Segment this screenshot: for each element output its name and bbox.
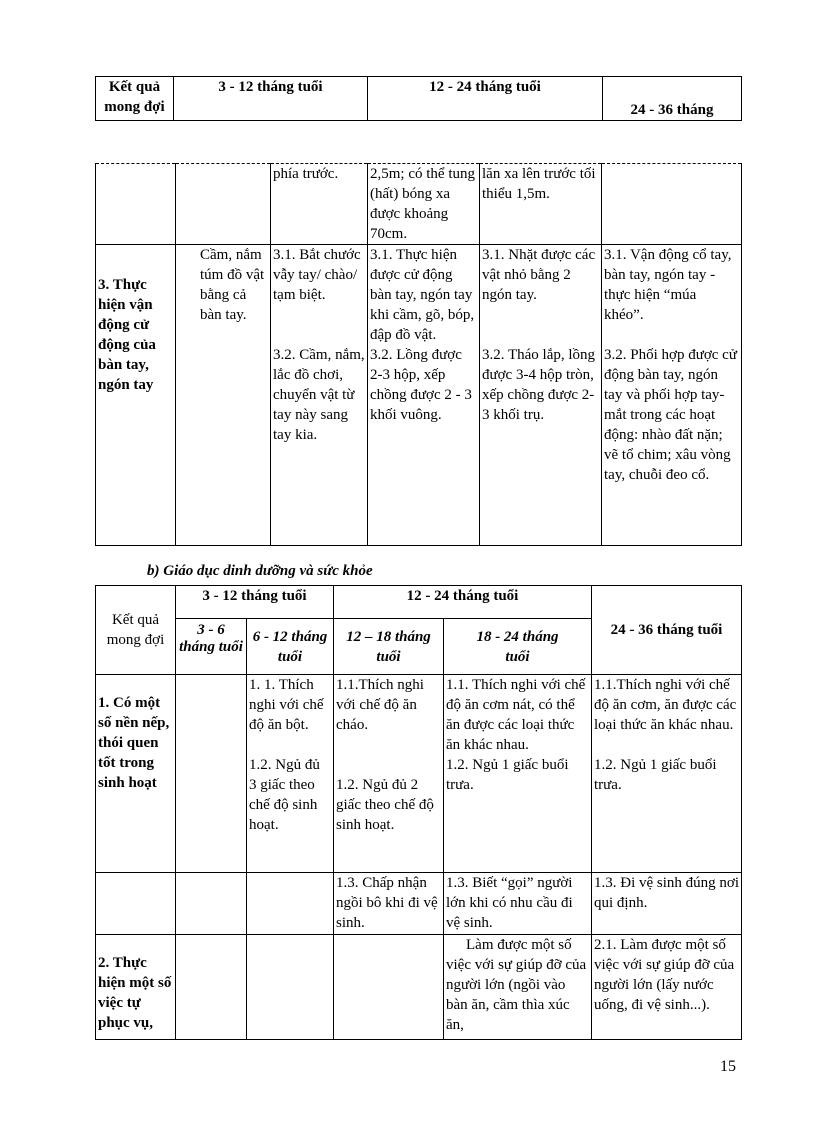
nutrition-row-1 [96,675,742,873]
nutrition-row-1-c5-item1: 1.1. Thích nghi với chế độ ăn cơm nát, có thể ăn được các loại thức ăn khác nhau. [446,677,586,753]
nutrition-head-24-36: 24 - 36 tháng tuổi [592,586,742,675]
nutrition-row-1-cont-c4: 1.3. Chấp nhận ngồi bô khi đi vệ sinh. [334,873,444,935]
header-age-3-12: 3 - 12 tháng tuổi [174,77,368,121]
nutrition-row-1-title: 1. Có một số nền nếp, thói quen tốt trong sinh hoạt [96,675,176,873]
cell [176,164,271,245]
page-number: 15 [720,1058,736,1075]
nutrition-head-18-24: 18 - 24 tháng tuổi [444,619,592,675]
motor-row-3-c5-item2: 3.2. Tháo lắp, lồng được 3-4 hộp tròn, xếp chồng được 2-3 khối trụ. [482,347,596,423]
nutrition-row-2-c6: 2.1. Làm được một số việc với sự giúp đỡ của người lớn (lấy nước uống, đi vệ sinh...). [592,935,742,1040]
motor-row-3-c6 [602,245,742,546]
motor-row-3-c4-item1: 3.1. Thực hiện được cử động bàn tay, ngón tay khi cầm, gõ, bóp, đập đồ vật. [370,247,475,343]
motor-row-3-c6-item1: 3.1. Vận động cổ tay, bàn tay, ngón tay - thực hiện “múa khéo”. [604,247,732,323]
nutrition-row-1-c6-item2: 1.2. Ngủ 1 giấc buổi trưa. [594,757,717,793]
nutrition-row-1-cont [96,873,742,935]
nutrition-row-2 [96,935,742,1040]
motor-row-3-c2-text: Cầm, nắm túm đồ vật bằng cả bàn tay. [200,247,265,323]
header-age-24-36: 24 - 36 tháng [603,77,742,121]
motor-row-3-c6-item2: 3.2. Phối hợp được cử động bàn tay, ngón tay và phối hợp tay-mắt trong các hoạt động: nhào đất nặn; vẽ tổ chim; xâu vòng tay, chuỗi đeo cổ. [604,347,737,483]
motor-cont-c3: phía trước. [271,164,368,245]
nutrition-head-3-12: 3 - 12 tháng tuổi [176,586,334,619]
header-table [95,76,742,121]
cell [247,873,334,935]
nutrition-row-1-c6-item1: 1.1.Thích nghi với chế độ ăn cơm, ăn được các loại thức ăn khác nhau. [594,677,737,733]
motor-row-3-c3-item1: 3.1. Bắt chước vẫy tay/ chào/ tạm biệt. [273,247,361,303]
cell [176,935,247,1040]
motor-cont-c5: lăn xa lên trước tối thiểu 1,5m. [480,164,602,245]
nutrition-row-1-c6 [592,675,742,873]
nutrition-row-1-c4-item1: 1.1.Thích nghi với chế độ ăn cháo. [336,677,424,733]
motor-row-3-c2 [176,245,271,546]
cell [96,873,176,935]
nutrition-row-1-c3-item1: 1. 1. Thích nghi với chế độ ăn bột. [249,677,324,733]
nutrition-row-1-cont-c6: 1.3. Đi vệ sinh đúng nơi qui định. [592,873,742,935]
nutrition-row-1-c5-item2: 1.2. Ngủ 1 giấc buổi trưa. [446,757,569,793]
nutrition-row-1-c4 [334,675,444,873]
motor-row-3-c5-item1: 3.1. Nhặt được các vật nhỏ bằng 2 ngón tay. [482,247,596,303]
cell [176,675,247,873]
nutrition-head-6-12: 6 - 12 tháng tuổi [247,619,334,675]
header-result-label: Kết quả mong đợi [96,77,174,121]
cell [176,873,247,935]
motor-row-3-title: 3. Thực hiện vận động cử động của bàn tay, ngón tay [96,245,176,546]
cell [247,935,334,1040]
motor-row-3-c5 [480,245,602,546]
nutrition-row-1-c3 [247,675,334,873]
motor-table [95,163,742,546]
motor-continuation-row [96,164,742,245]
motor-row-3-c3 [271,245,368,546]
motor-row-3-c4 [368,245,480,546]
nutrition-table [95,585,742,1040]
nutrition-head-row-1 [96,586,742,619]
nutrition-row-2-c5-text: Làm được một số việc với sự giúp đỡ của người lớn (ngồi vào bàn ăn, cầm thìa xúc ăn, [446,937,587,1033]
nutrition-row-1-cont-c5: 1.3. Biết “gọi” người lớn khi có nhu cầu đi vệ sinh. [444,873,592,935]
motor-cont-c4: 2,5m; có thể tung (hất) bóng xa được khoảng 70cm. [368,164,480,245]
cell [334,935,444,1040]
section-b-heading: b) Giáo dục dinh dưỡng và sức khỏe [147,563,373,579]
nutrition-head-result: Kết quả mong đợi [96,586,176,675]
cell [602,164,742,245]
motor-row-3 [96,245,742,546]
nutrition-head-12-24: 12 - 24 tháng tuổi [334,586,592,619]
motor-row-3-c3-item2: 3.2. Cầm, nắm, lắc đồ chơi, chuyển vật từ tay này sang tay kia. [273,347,365,443]
nutrition-row-1-c3-item2: 1.2. Ngủ đủ 3 giấc theo chế độ sinh hoạt. [249,757,320,833]
nutrition-row-2-title: 2. Thực hiện một số việc tự phục vụ, [96,935,176,1040]
nutrition-row-1-c5 [444,675,592,873]
cell [96,164,176,245]
nutrition-head-3-6: 3 - 6 tháng tuổi [176,619,247,675]
header-age-12-24: 12 - 24 tháng tuổi [368,77,603,121]
nutrition-row-2-c5 [444,935,592,1040]
motor-row-3-c4-item2: 3.2. Lồng được 2-3 hộp, xếp chồng được 2 - 3 khối vuông. [370,347,472,423]
nutrition-head-12-18: 12 – 18 tháng tuổi [334,619,444,675]
nutrition-row-1-c4-item2: 1.2. Ngủ đủ 2 giấc theo chế độ sinh hoạt. [336,777,434,833]
